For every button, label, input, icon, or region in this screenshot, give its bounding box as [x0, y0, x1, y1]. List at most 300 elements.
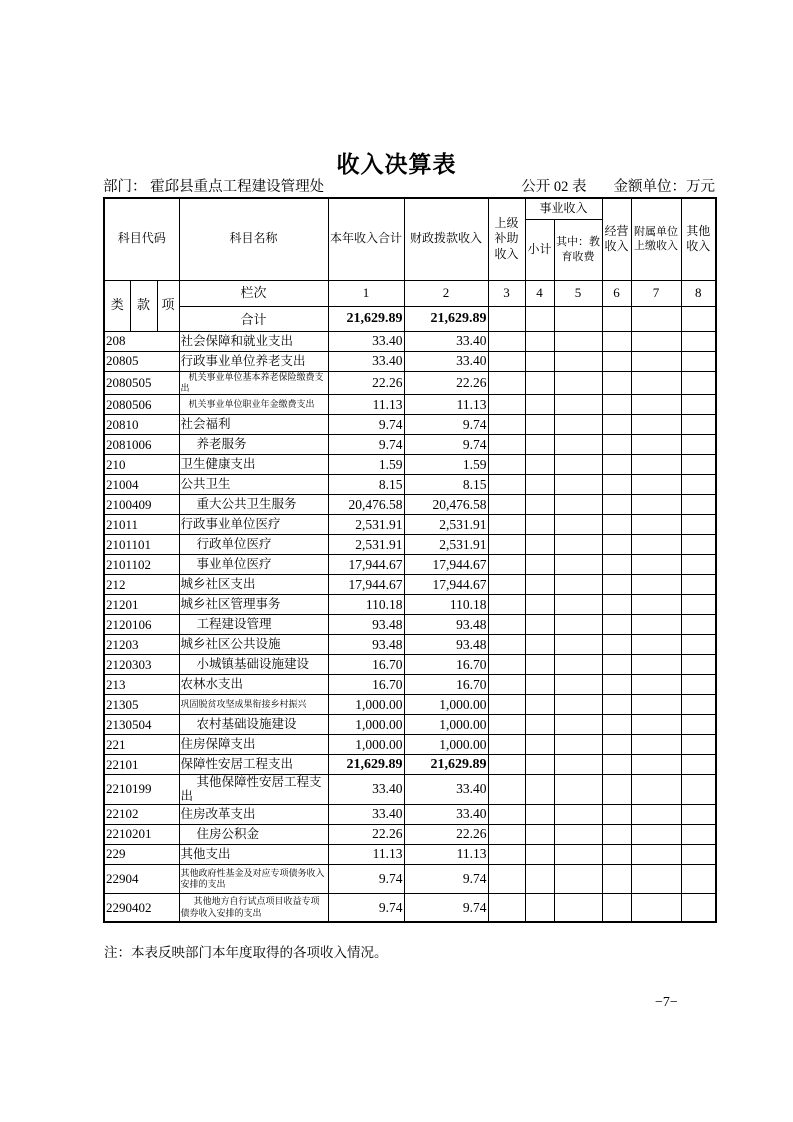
empty-value-cell — [602, 351, 631, 371]
empty-value-cell — [525, 755, 554, 775]
empty-value-cell — [631, 893, 681, 922]
empty-value-cell — [602, 893, 631, 922]
empty-value-cell — [602, 455, 631, 475]
table-row — [104, 755, 716, 775]
empty-value-cell — [554, 371, 602, 395]
subject-code: 22904 — [104, 864, 179, 893]
empty-value-cell — [554, 535, 602, 555]
subject-code: 2290402 — [104, 893, 179, 922]
table-row — [104, 804, 716, 824]
empty-value-cell — [681, 351, 716, 371]
fiscal-allocation-value: 2,531.91 — [404, 535, 488, 555]
subject-code: 22101 — [104, 755, 179, 775]
subject-code: 2120106 — [104, 615, 179, 635]
empty-value-cell — [681, 515, 716, 535]
empty-value-cell — [681, 495, 716, 515]
empty-value-cell — [602, 575, 631, 595]
subject-name: 农林水支出 — [179, 675, 328, 695]
empty-value-cell — [631, 535, 681, 555]
subject-code: 21305 — [104, 695, 179, 715]
empty-value-cell — [631, 371, 681, 395]
fiscal-allocation-value: 8.15 — [404, 475, 488, 495]
empty-value-cell — [554, 635, 602, 655]
fiscal-allocation-value: 9.74 — [404, 415, 488, 435]
empty-value-cell — [681, 475, 716, 495]
empty-value-cell — [681, 755, 716, 775]
table-row — [104, 475, 716, 495]
fiscal-allocation-value: 17,944.67 — [404, 555, 488, 575]
subject-name: 卫生健康支出 — [179, 455, 328, 475]
annual-total-value: 93.48 — [328, 615, 404, 635]
fiscal-allocation-value: 93.48 — [404, 635, 488, 655]
subject-code: 2080506 — [104, 395, 179, 415]
col-number-1: 1 — [328, 280, 404, 306]
col-header-annual-total: 本年收入合计 — [328, 198, 404, 280]
fiscal-allocation-value: 11.13 — [404, 395, 488, 415]
empty-value-cell — [631, 595, 681, 615]
annual-total-value: 2,531.91 — [328, 535, 404, 555]
empty-value-cell — [602, 824, 631, 844]
empty-value-cell — [631, 804, 681, 824]
empty-value-cell — [525, 555, 554, 575]
empty-value-cell — [681, 804, 716, 824]
empty-value-cell — [488, 675, 525, 695]
empty-value-cell — [602, 555, 631, 575]
annual-total-value: 33.40 — [328, 775, 404, 805]
fiscal-allocation-value: 20,476.58 — [404, 495, 488, 515]
table-row — [104, 844, 716, 864]
table-row — [104, 435, 716, 455]
empty-value-cell — [631, 455, 681, 475]
fiscal-allocation-value: 1.59 — [404, 455, 488, 475]
table-row — [104, 395, 716, 415]
empty-value-cell — [525, 715, 554, 735]
empty-value-cell — [631, 515, 681, 535]
empty-value-cell — [488, 824, 525, 844]
annual-total-value: 20,476.58 — [328, 495, 404, 515]
empty-value-cell — [631, 575, 681, 595]
empty-value-cell — [488, 595, 525, 615]
empty-value-cell — [488, 575, 525, 595]
empty-value-cell — [488, 331, 525, 351]
empty-value-cell — [488, 475, 525, 495]
empty-value-cell — [554, 844, 602, 864]
empty-value-cell — [602, 675, 631, 695]
empty-value-cell — [525, 371, 554, 395]
annual-total-value: 17,944.67 — [328, 555, 404, 575]
empty-value-cell — [488, 715, 525, 735]
empty-value-cell — [525, 415, 554, 435]
col-header-subject-code: 科目代码 — [104, 198, 179, 280]
empty-value-cell — [681, 535, 716, 555]
total-fiscal-allocation: 21,629.89 — [404, 306, 488, 331]
subject-name: 行政单位医疗 — [179, 535, 328, 555]
empty-value-cell — [554, 695, 602, 715]
empty-value-cell — [681, 555, 716, 575]
table-row — [104, 695, 716, 715]
table-row — [104, 455, 716, 475]
annual-total-value: 22.26 — [328, 824, 404, 844]
annual-total-value: 1,000.00 — [328, 735, 404, 755]
empty-value-cell — [488, 655, 525, 675]
empty-value-cell — [631, 695, 681, 715]
empty-value-cell — [554, 864, 602, 893]
subject-name: 住房保障支出 — [179, 735, 328, 755]
fiscal-allocation-value: 2,531.91 — [404, 515, 488, 535]
empty-value-cell — [525, 675, 554, 695]
subject-code: 221 — [104, 735, 179, 755]
subject-code: 2080505 — [104, 371, 179, 395]
empty-value-cell — [681, 824, 716, 844]
subject-name: 事业单位医疗 — [179, 555, 328, 575]
empty-value-cell — [554, 615, 602, 635]
empty-value-cell — [602, 864, 631, 893]
empty-value-cell — [631, 735, 681, 755]
annual-total-value: 9.74 — [328, 864, 404, 893]
annual-total-value: 9.74 — [328, 415, 404, 435]
empty-value-cell — [525, 844, 554, 864]
col-header-business-income-group: 事业收入 — [525, 198, 602, 219]
empty-value-cell — [554, 395, 602, 415]
col-number-3: 3 — [488, 280, 525, 306]
total-empty-cell — [525, 306, 554, 331]
table-row — [104, 575, 716, 595]
empty-value-cell — [681, 635, 716, 655]
subject-name: 住房公积金 — [179, 824, 328, 844]
empty-value-cell — [488, 804, 525, 824]
empty-value-cell — [554, 515, 602, 535]
empty-value-cell — [488, 695, 525, 715]
fiscal-allocation-value: 16.70 — [404, 655, 488, 675]
empty-value-cell — [631, 755, 681, 775]
subject-name: 其他保障性安居工程支出 — [179, 775, 328, 805]
empty-value-cell — [488, 755, 525, 775]
empty-value-cell — [554, 331, 602, 351]
subject-code: 212 — [104, 575, 179, 595]
annual-total-value: 22.26 — [328, 371, 404, 395]
subject-name: 其他政府性基金及对应专项债务收入安排的支出 — [179, 864, 328, 893]
empty-value-cell — [488, 615, 525, 635]
table-row — [104, 735, 716, 755]
empty-value-cell — [525, 575, 554, 595]
empty-value-cell — [602, 595, 631, 615]
col-number-7: 7 — [631, 280, 681, 306]
annual-total-value: 17,944.67 — [328, 575, 404, 595]
table-row — [104, 495, 716, 515]
empty-value-cell — [681, 595, 716, 615]
subject-name: 小城镇基础设施建设 — [179, 655, 328, 675]
empty-value-cell — [602, 475, 631, 495]
empty-value-cell — [602, 371, 631, 395]
subject-name: 机关事业单位基本养老保险缴费支出 — [179, 371, 328, 395]
empty-value-cell — [681, 655, 716, 675]
empty-value-cell — [488, 893, 525, 922]
lanci-label: 栏次 — [179, 280, 328, 306]
fiscal-allocation-value: 110.18 — [404, 595, 488, 615]
subject-code: 20810 — [104, 415, 179, 435]
empty-value-cell — [525, 475, 554, 495]
subject-code: 2210201 — [104, 824, 179, 844]
page-title: 收入决算表 — [336, 152, 457, 177]
empty-value-cell — [488, 735, 525, 755]
fiscal-allocation-value: 33.40 — [404, 775, 488, 805]
annual-total-value: 1,000.00 — [328, 715, 404, 735]
subject-name: 重大公共卫生服务 — [179, 495, 328, 515]
fiscal-allocation-value: 22.26 — [404, 824, 488, 844]
empty-value-cell — [681, 844, 716, 864]
col-header-fiscal-allocation: 财政拨款收入 — [404, 198, 488, 280]
subject-code: 213 — [104, 675, 179, 695]
empty-value-cell — [554, 735, 602, 755]
fiscal-allocation-value: 1,000.00 — [404, 715, 488, 735]
annual-total-value: 9.74 — [328, 435, 404, 455]
empty-value-cell — [554, 475, 602, 495]
empty-value-cell — [602, 635, 631, 655]
subject-code: 21011 — [104, 515, 179, 535]
empty-value-cell — [554, 415, 602, 435]
empty-value-cell — [602, 655, 631, 675]
annual-total-value: 9.74 — [328, 893, 404, 922]
empty-value-cell — [602, 435, 631, 455]
subject-code: 21203 — [104, 635, 179, 655]
col-header-operating-income: 经营收入 — [602, 198, 631, 280]
empty-value-cell — [681, 615, 716, 635]
empty-value-cell — [525, 535, 554, 555]
meta-right — [521, 179, 715, 196]
empty-value-cell — [525, 893, 554, 922]
empty-value-cell — [681, 371, 716, 395]
col-header-business-subtotal: 小计 — [525, 219, 554, 280]
empty-value-cell — [554, 495, 602, 515]
empty-value-cell — [488, 864, 525, 893]
empty-value-cell — [525, 864, 554, 893]
empty-value-cell — [602, 775, 631, 805]
subject-code: 2130504 — [104, 715, 179, 735]
table-row — [104, 675, 716, 695]
empty-value-cell — [602, 395, 631, 415]
page-number: −7− — [655, 995, 678, 1010]
fiscal-allocation-value: 1,000.00 — [404, 695, 488, 715]
col-number-8: 8 — [681, 280, 716, 306]
col-header-subject-name: 科目名称 — [179, 198, 328, 280]
empty-value-cell — [488, 435, 525, 455]
table-row — [104, 331, 716, 351]
empty-value-cell — [681, 331, 716, 351]
footnote: 注：本表反映部门本年度取得的各项收入情况。 — [104, 945, 388, 960]
empty-value-cell — [488, 844, 525, 864]
fiscal-allocation-value: 93.48 — [404, 615, 488, 635]
empty-value-cell — [525, 515, 554, 535]
fiscal-allocation-value: 1,000.00 — [404, 735, 488, 755]
table-row — [104, 655, 716, 675]
annual-total-value: 1.59 — [328, 455, 404, 475]
table-row — [104, 351, 716, 371]
annual-total-value: 33.40 — [328, 804, 404, 824]
empty-value-cell — [525, 615, 554, 635]
annual-total-value: 16.70 — [328, 655, 404, 675]
empty-value-cell — [631, 655, 681, 675]
table-row — [104, 535, 716, 555]
fiscal-allocation-value: 16.70 — [404, 675, 488, 695]
table-row — [104, 615, 716, 635]
empty-value-cell — [681, 395, 716, 415]
empty-value-cell — [602, 844, 631, 864]
subject-code: 208 — [104, 331, 179, 351]
table-row — [104, 824, 716, 844]
empty-value-cell — [631, 351, 681, 371]
empty-value-cell — [631, 495, 681, 515]
empty-value-cell — [681, 864, 716, 893]
amount-unit: 金额单位：万元 — [613, 179, 715, 195]
empty-value-cell — [525, 775, 554, 805]
empty-value-cell — [631, 864, 681, 893]
subject-name: 行政事业单位医疗 — [179, 515, 328, 535]
empty-value-cell — [602, 415, 631, 435]
table-row — [104, 371, 716, 395]
table-row — [104, 515, 716, 535]
empty-value-cell — [554, 893, 602, 922]
empty-value-cell — [554, 655, 602, 675]
empty-value-cell — [525, 595, 554, 615]
subject-name: 养老服务 — [179, 435, 328, 455]
empty-value-cell — [554, 804, 602, 824]
empty-value-cell — [631, 395, 681, 415]
empty-value-cell — [554, 351, 602, 371]
empty-value-cell — [554, 455, 602, 475]
table-row — [104, 775, 716, 805]
fiscal-allocation-value: 9.74 — [404, 893, 488, 922]
total-empty-cell — [681, 306, 716, 331]
total-empty-cell — [602, 306, 631, 331]
empty-value-cell — [681, 775, 716, 805]
total-row-label: 合计 — [179, 306, 328, 331]
empty-value-cell — [681, 695, 716, 715]
empty-value-cell — [525, 495, 554, 515]
empty-value-cell — [602, 535, 631, 555]
empty-value-cell — [488, 775, 525, 805]
table-row — [104, 635, 716, 655]
department-line: 部门： 霍邱县重点工程建设管理处 — [103, 179, 325, 195]
subject-name: 工程建设管理 — [179, 615, 328, 635]
subject-name: 城乡社区管理事务 — [179, 595, 328, 615]
empty-value-cell — [631, 475, 681, 495]
subject-name: 住房改革支出 — [179, 804, 328, 824]
fiscal-allocation-value: 17,944.67 — [404, 575, 488, 595]
empty-value-cell — [681, 455, 716, 475]
subject-name: 公共卫生 — [179, 475, 328, 495]
total-empty-cell — [631, 306, 681, 331]
subject-name: 城乡社区支出 — [179, 575, 328, 595]
empty-value-cell — [525, 804, 554, 824]
col-header-business-education: 其中：教育收费 — [554, 219, 602, 280]
empty-value-cell — [525, 395, 554, 415]
subject-name: 社会福利 — [179, 415, 328, 435]
table-row — [104, 715, 716, 735]
empty-value-cell — [554, 595, 602, 615]
empty-value-cell — [554, 435, 602, 455]
empty-value-cell — [631, 844, 681, 864]
empty-value-cell — [631, 615, 681, 635]
empty-value-cell — [525, 655, 554, 675]
fiscal-allocation-value: 22.26 — [404, 371, 488, 395]
annual-total-value: 1,000.00 — [328, 695, 404, 715]
fiscal-allocation-value: 21,629.89 — [404, 755, 488, 775]
empty-value-cell — [602, 715, 631, 735]
empty-value-cell — [602, 495, 631, 515]
col-number-5: 5 — [554, 280, 602, 306]
col-number-6: 6 — [602, 280, 631, 306]
empty-value-cell — [631, 715, 681, 735]
revenue-table — [103, 197, 717, 923]
table-row — [104, 893, 716, 922]
subject-code: 22102 — [104, 804, 179, 824]
subject-name: 社会保障和就业支出 — [179, 331, 328, 351]
empty-value-cell — [488, 515, 525, 535]
col-number-2: 2 — [404, 280, 488, 306]
empty-value-cell — [681, 435, 716, 455]
subject-name: 农村基础设施建设 — [179, 715, 328, 735]
empty-value-cell — [525, 351, 554, 371]
subject-name: 城乡社区公共设施 — [179, 635, 328, 655]
fiscal-allocation-value: 33.40 — [404, 804, 488, 824]
empty-value-cell — [554, 575, 602, 595]
subject-name: 其他地方自行试点项目收益专项债券收入安排的支出 — [179, 893, 328, 922]
empty-value-cell — [631, 824, 681, 844]
empty-value-cell — [525, 695, 554, 715]
total-empty-cell — [488, 306, 525, 331]
empty-value-cell — [631, 331, 681, 351]
empty-value-cell — [631, 435, 681, 455]
subject-code: 21201 — [104, 595, 179, 615]
empty-value-cell — [631, 415, 681, 435]
subject-name: 巩固脱贫攻坚成果衔接乡村振兴 — [179, 695, 328, 715]
empty-value-cell — [488, 351, 525, 371]
table-row — [104, 595, 716, 615]
annual-total-value: 33.40 — [328, 351, 404, 371]
subject-name: 机关事业单位职业年金缴费支出 — [179, 395, 328, 415]
annual-total-value: 16.70 — [328, 675, 404, 695]
subject-code: 2210199 — [104, 775, 179, 805]
subject-code: 2100409 — [104, 495, 179, 515]
empty-value-cell — [681, 715, 716, 735]
empty-value-cell — [488, 535, 525, 555]
empty-value-cell — [602, 695, 631, 715]
subject-code: 2101101 — [104, 535, 179, 555]
subject-name: 行政事业单位养老支出 — [179, 351, 328, 371]
fiscal-allocation-value: 9.74 — [404, 435, 488, 455]
empty-value-cell — [488, 495, 525, 515]
empty-value-cell — [602, 755, 631, 775]
subject-code: 229 — [104, 844, 179, 864]
empty-value-cell — [554, 775, 602, 805]
empty-value-cell — [631, 635, 681, 655]
empty-value-cell — [681, 893, 716, 922]
empty-value-cell — [554, 824, 602, 844]
empty-value-cell — [525, 455, 554, 475]
empty-value-cell — [681, 575, 716, 595]
empty-value-cell — [525, 331, 554, 351]
empty-value-cell — [681, 735, 716, 755]
empty-value-cell — [554, 675, 602, 695]
annual-total-value: 8.15 — [328, 475, 404, 495]
empty-value-cell — [681, 675, 716, 695]
table-row — [104, 555, 716, 575]
empty-value-cell — [488, 395, 525, 415]
empty-value-cell — [488, 635, 525, 655]
annual-total-value: 11.13 — [328, 395, 404, 415]
subject-code: 21004 — [104, 475, 179, 495]
empty-value-cell — [554, 715, 602, 735]
